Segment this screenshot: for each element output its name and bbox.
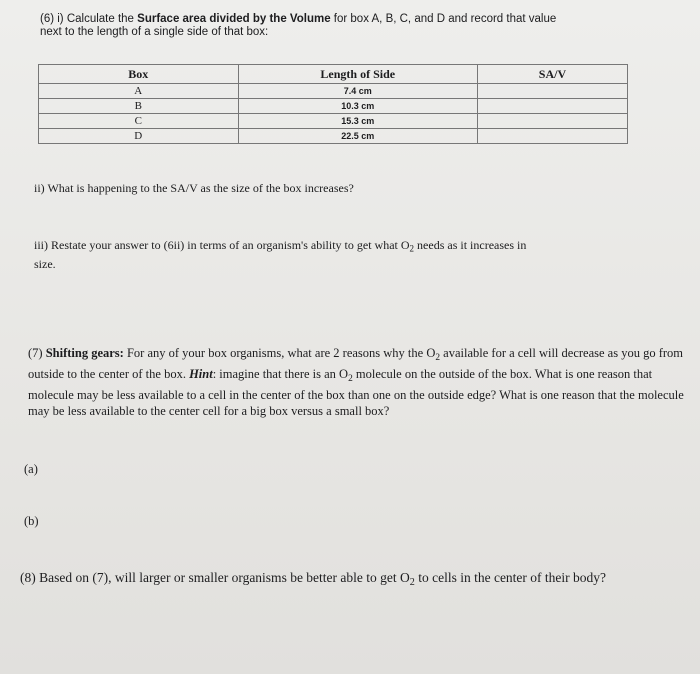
table-row <box>39 99 628 114</box>
cell-sav[interactable] <box>477 114 627 129</box>
cell-box: A <box>39 84 239 99</box>
question-6-intro-line2: next to the length of a single side of that box: <box>40 26 269 38</box>
q7-text-2: available for a cell will decrease as you go from outside to the center of the box. <box>28 346 683 381</box>
question-6-intro <box>40 12 680 26</box>
question-6-ii: ii) What is happening to the SA/V as the size of the box increases? <box>34 181 354 195</box>
q7-text-3: : imagine that there is an O <box>212 366 349 381</box>
q8-text-2: to cells in the center of their body? <box>414 570 607 585</box>
cell-box: C <box>39 114 239 129</box>
cell-length: 10.3 cm <box>238 99 477 114</box>
q6-bold-term: Surface area divided by the Volume <box>137 13 331 25</box>
answer-b-label: (b) <box>24 514 39 528</box>
q7-heading: Shifting gears: <box>45 346 124 360</box>
header-sav: SA/V <box>477 65 627 84</box>
cell-sav[interactable] <box>477 99 627 114</box>
answer-a-label: (a) <box>24 462 38 476</box>
cell-sav[interactable] <box>477 84 627 99</box>
o2-subscript: 2 <box>435 352 441 363</box>
cell-length: 22.5 cm <box>238 129 477 144</box>
q7-text-1: For any of your box organisms, what are 2 reasons why the O <box>123 346 436 360</box>
q6iii-text: iii) Restate your answer to (6ii) in terms of an organism's ability to get what O <box>34 238 410 252</box>
cell-length: 7.4 cm <box>238 84 477 99</box>
table-row <box>39 84 628 99</box>
q6-prefix: (6) i) Calculate the <box>40 13 138 25</box>
q7-hint-label: Hint <box>189 366 213 381</box>
sav-table <box>38 64 628 144</box>
question-6-iii <box>34 238 674 272</box>
cell-length: 15.3 cm <box>238 114 477 129</box>
q6iii-text-end: needs as it increases in <box>414 238 527 252</box>
header-length: Length of Side <box>238 65 477 84</box>
q6-suffix: for box A, B, C, and D and record that value <box>330 13 557 25</box>
cell-box: D <box>39 129 239 144</box>
cell-box: B <box>39 99 239 114</box>
o2-subscript: 2 <box>409 577 415 589</box>
table-row <box>39 114 628 129</box>
o2-subscript: 2 <box>409 243 415 254</box>
question-8 <box>20 568 696 592</box>
q8-text-1: (8) Based on (7), will larger or smaller organisms be better able to get O <box>20 570 410 585</box>
table-header-row <box>39 65 628 84</box>
table-row <box>39 129 628 144</box>
header-box: Box <box>39 65 239 84</box>
o2-subscript: 2 <box>348 373 353 384</box>
q7-number: (7) <box>28 346 46 360</box>
question-7 <box>28 345 690 419</box>
q7-text-4: molecule on the outside of the box. What is one reason that molecule may be less available to a cell in the center of the box than one on the outside edge? What is one reason that the molecule may be less available to the center cell for a big box versus a small box? <box>28 366 684 418</box>
q6iii-line2: size. <box>34 256 56 271</box>
cell-sav[interactable] <box>477 129 627 144</box>
